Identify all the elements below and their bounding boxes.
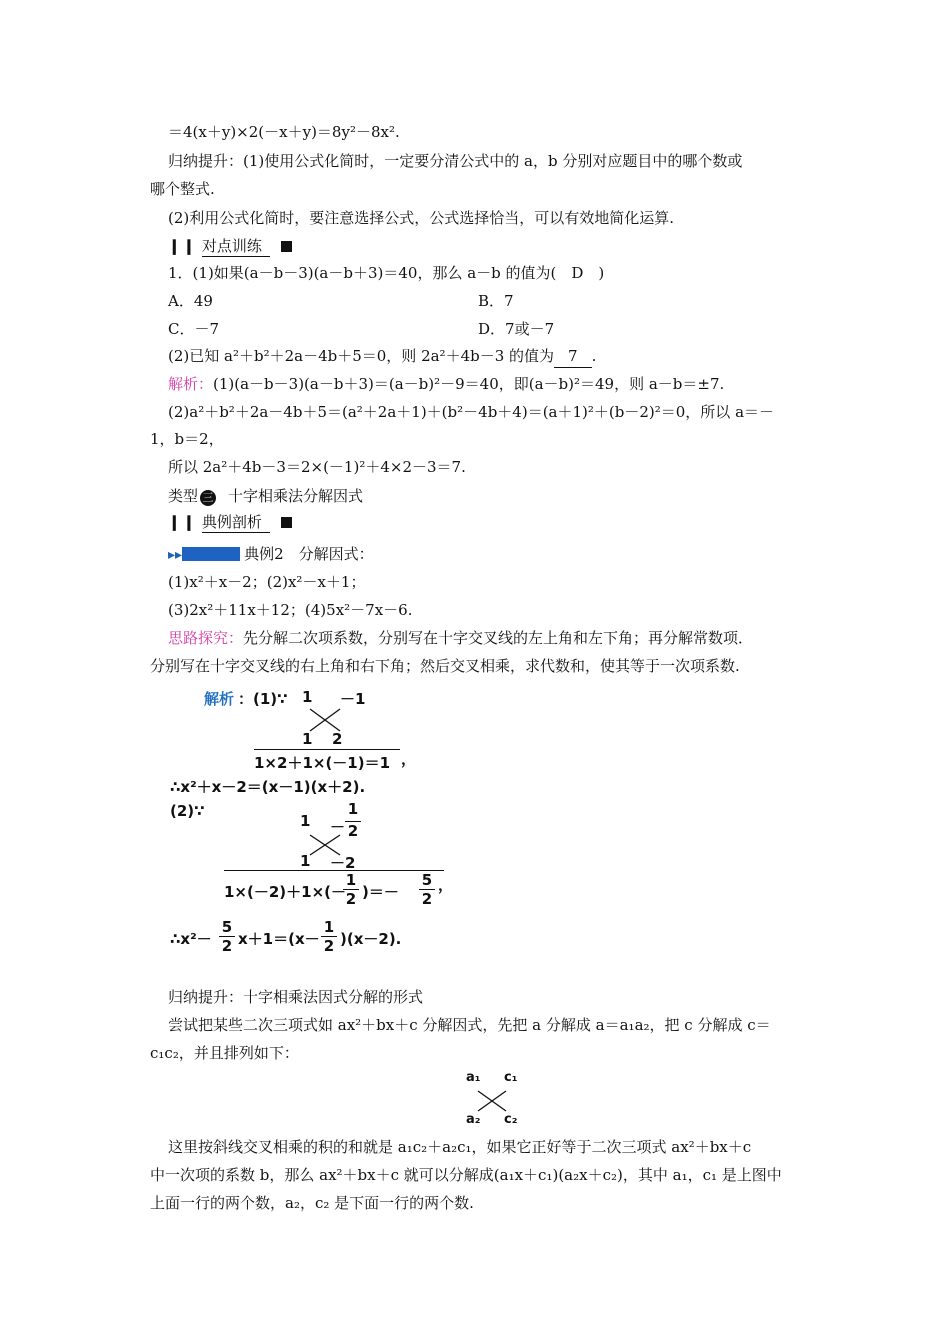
- cross-tr: －1: [340, 690, 366, 708]
- example-bar: [182, 547, 240, 561]
- cross2-tr-num: 1: [347, 800, 359, 818]
- question-2-text: (2)已知 a²＋b²＋2a－4b＋5＝0，则 2a²＋4b－3 的值为: [168, 347, 555, 365]
- cross-bl: 1: [302, 730, 313, 748]
- example-label: 典例剖析: [202, 512, 270, 533]
- solution-1-text: (1)(a－b－3)(a－b＋3)＝(a－b)²－9＝40，即(a－b)²＝49，则 a－b＝±7.: [213, 375, 725, 393]
- square-icon: [281, 517, 292, 528]
- summary-1-cont: 哪个整式.: [150, 180, 215, 198]
- summary-3: 归纳提升：十字相乘法因式分解的形式: [168, 988, 424, 1006]
- option-a: A．49: [168, 292, 213, 310]
- cross-sum: 1×2＋1×(－1)＝1: [254, 754, 391, 772]
- cross2-sum-pre: 1×(－2)＋1×(－: [224, 883, 347, 901]
- summary-1: 归纳提升：(1)使用公式化简时，一定要分清公式中的 a，b 分别对应题目中的哪个数或: [168, 152, 743, 170]
- try-line-cont: c₁c₂，并且排列如下：: [150, 1044, 299, 1062]
- cross-diagram: [462, 1070, 522, 1130]
- summary-2: (2)利用公式化简时，要注意选择公式，公式选择恰当，可以有效地简化运算.: [168, 209, 675, 227]
- type-prefix: 类型: [168, 487, 199, 505]
- explain-line-2: 中一次项的系数 b，那么 ax²＋bx＋c 就可以分解成(a₁x＋c₁)(a₂x＋c₂)，其中 a₁，c₁ 是上图中: [150, 1166, 782, 1184]
- res2-frac-den2: 2: [323, 937, 335, 955]
- type-title: 十字相乘法分解因式: [228, 487, 364, 505]
- because-1: ：(1)∵: [238, 690, 288, 708]
- type-header: [168, 485, 363, 507]
- training-header: [168, 236, 292, 257]
- diagram-br: c₂: [504, 1112, 518, 1127]
- thinking-label: 思路探究：: [168, 629, 244, 647]
- example-2-parts-b: (3)2x²＋11x＋12；(4)5x²－7x－6.: [168, 601, 413, 619]
- because-2: (2)∵: [170, 802, 205, 820]
- example-2-title: [168, 543, 374, 566]
- cross-tl: 1: [302, 688, 313, 706]
- cross2-tr-den: 2: [347, 822, 359, 840]
- diagram-tr: c₁: [504, 1070, 518, 1085]
- type-number-badge: 三: [200, 490, 216, 506]
- thinking-text: 先分解二次项系数，分别写在十字交叉线的左上角和左下角；再分解常数项．: [243, 629, 754, 647]
- diagram-bl: a₂: [466, 1112, 481, 1127]
- solution-label: 解析：: [168, 375, 214, 393]
- example-2-parts-a: (1)x²＋x－2；(2)x²－x＋1；: [168, 573, 366, 591]
- example-2-text: 典例2 分解因式：: [244, 545, 374, 563]
- question-2: [168, 345, 596, 368]
- bars-icon: ❙❙: [168, 513, 198, 531]
- res2-pre: ∴x²－: [170, 930, 212, 948]
- comma: ，: [401, 750, 417, 768]
- sum-frac-den2: 2: [421, 890, 433, 908]
- solution-3: 所以 2a²＋4b－3＝2×(－1)²＋4×2－3＝7.: [168, 458, 466, 476]
- explain-line-3: 上面一行的两个数，a₂，c₂ 是下面一行的两个数.: [150, 1194, 474, 1212]
- bars-icon: ❙❙: [168, 237, 198, 255]
- solution-2-cont: 1，b＝2，: [150, 430, 224, 448]
- diagram-tl: a₁: [466, 1070, 481, 1085]
- explain-line: 这里按斜线交叉相乘的积的和就是 a₁c₂＋a₂c₁，如果它正好等于二次三项式 ax²＋bx＋c: [168, 1138, 752, 1156]
- cross-lines-icon: [308, 708, 342, 732]
- solution-1: [168, 373, 724, 395]
- double-arrow-icon: ▸▸: [168, 547, 183, 563]
- cross2-br: －2: [330, 854, 356, 872]
- solution-2: (2)a²＋b²＋2a－4b＋5＝(a²＋2a＋1)＋(b²－4b＋4)＝(a＋1)²＋(b－2)²＝0，所以 a＝－: [168, 403, 775, 421]
- cross-method-2: [170, 802, 470, 962]
- cross2-sum-mid: )＝－: [362, 883, 399, 901]
- result-1: ∴x²＋x－2＝(x－1)(x＋2).: [170, 778, 366, 796]
- res2-frac-num2: 1: [323, 918, 335, 936]
- res2-frac-den: 2: [221, 937, 233, 955]
- comma: ，: [438, 876, 454, 894]
- cross-lines-icon: [476, 1090, 508, 1112]
- option-c: C．－7: [168, 320, 220, 338]
- square-icon: [281, 241, 292, 252]
- cross-br: 2: [332, 730, 343, 748]
- try-line: 尝试把某些二次三项式如 ax²＋bx＋c 分解因式，先把 a 分解成 a＝a₁a₂，把 c 分解成 c＝: [168, 1016, 771, 1034]
- sum-frac-num2: 5: [421, 871, 433, 889]
- res2-frac-num: 5: [221, 918, 233, 936]
- answer-blank: 7: [554, 345, 592, 368]
- option-d: D．7或－7: [478, 320, 555, 338]
- sum-frac-num: 1: [345, 871, 357, 889]
- cross2-tr-sign: －: [330, 818, 346, 836]
- cross2-bl: 1: [300, 852, 311, 870]
- thinking-cont: 分别写在十字交叉线的右上角和右下角；然后交叉相乘，求代数和，使其等于一次项系数.: [150, 657, 740, 675]
- option-b: B．7: [478, 292, 514, 310]
- res2-mid: x＋1＝(x－: [238, 930, 320, 948]
- sum-frac-den: 2: [345, 890, 357, 908]
- res2-post: )(x－2).: [340, 930, 402, 948]
- solution-label-2: 解析: [204, 690, 235, 708]
- training-label: 对点训练: [202, 236, 270, 257]
- sum-line: [254, 749, 400, 750]
- line-result: ＝4(x＋y)×2(－x＋y)＝8y²－8x².: [168, 123, 400, 141]
- thinking: [168, 627, 753, 649]
- question-1: 1．(1)如果(a－b－3)(a－b＋3)＝40，那么 a－b 的值为( D ): [168, 264, 605, 282]
- question-2-end: .: [591, 347, 597, 365]
- sum-line-2: [224, 870, 444, 871]
- example-header: [168, 512, 292, 533]
- cross2-tl: 1: [300, 812, 311, 830]
